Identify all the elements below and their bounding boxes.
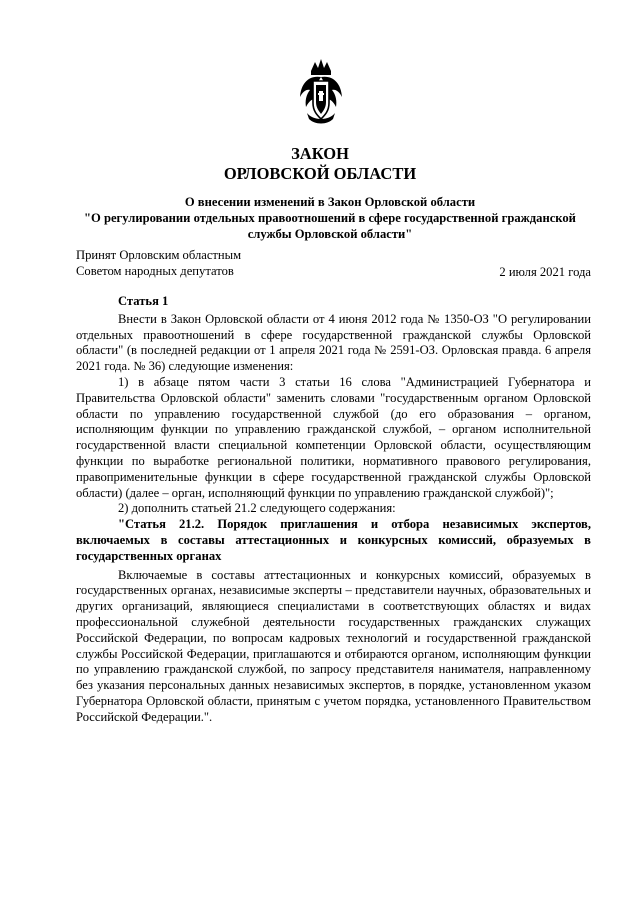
paragraph-item-2: 2) дополнить статьей 21.2 следующего содержания: bbox=[118, 501, 396, 516]
paragraph-item-1: 1) в абзаце пятом части 3 статьи 16 слова "Администрацией Губернатора и Правительства Орловской области" заменить словами "государственным органом Орловской области по управлению государственной службой (до его образования – органом, исполняющим функции по управлению гражданской службой, – органом исполнительной государственной власти специальной компетенции Орловской области, осуществляющим функции по выработке региональной политики, нормативного правового регулирования, правоприменительные функции в сфере государственной гражданской службы Орловской области) (далее – орган, исполняющий функции по управлению гражданской службой)"; bbox=[76, 374, 591, 500]
coat-of-arms-emblem bbox=[297, 57, 345, 129]
law-title: ЗАКОН bbox=[291, 144, 349, 163]
paragraph-new-article-body: Включаемые в составы аттестационных и конкурсных комиссий, образуемых в государственных органах, независимые эксперты – представители научных, образовательных и других организаций, являющиеся специалистами в соответствующих областях и видах профессиональной служебной деятельности государственных гражданских служащих Российской Федерации, по вопросам кадровых технологий и государственной гражданской службы Российской Федерации, приглашаются и отбираются органом, исполняющим функции по управлению гражданской службой, по запросу представителя нанимателя, направленному без указания персональных данных независимых экспертов, в порядке, установленном указом Губернатора Орловской области, принятым с учетом порядка, установленного Правительством Российской Федерации.". bbox=[76, 567, 591, 724]
document-body bbox=[76, 294, 591, 726]
paragraph-intro: Внести в Закон Орловской области от 4 июня 2012 года № 1350-ОЗ "О регулировании отдельных правоотношений в сфере государственной гражданской службы Орловской области" (в последней редакции от 1 апреля 2021 года № 2591-ОЗ. Орловская правда. 6 апреля 2021 года. № 36) следующие изменения: bbox=[76, 311, 591, 374]
adopted-line1: Принят Орловским областным bbox=[76, 248, 242, 262]
subtitle-line1: О внесении изменений в Закон Орловской области bbox=[184, 195, 476, 209]
article-heading: Статья 1 bbox=[118, 294, 169, 308]
subtitle-line2: "О регулировании отдельных правоотношений в сфере государственной гражданской службы Орловской области" bbox=[84, 211, 576, 241]
new-article-heading: "Статья 21.2. Порядок приглашения и отбора независимых экспертов, включаемых в составы аттестационных и конкурсных комиссий, образуемых в государственных органах bbox=[76, 517, 591, 563]
adoption-date: 2 июля 2021 года bbox=[499, 265, 591, 279]
adopted-by bbox=[76, 247, 241, 279]
adopted-line2: Советом народных депутатов bbox=[76, 264, 234, 278]
region-title: ОРЛОВСКОЙ ОБЛАСТИ bbox=[223, 164, 417, 183]
